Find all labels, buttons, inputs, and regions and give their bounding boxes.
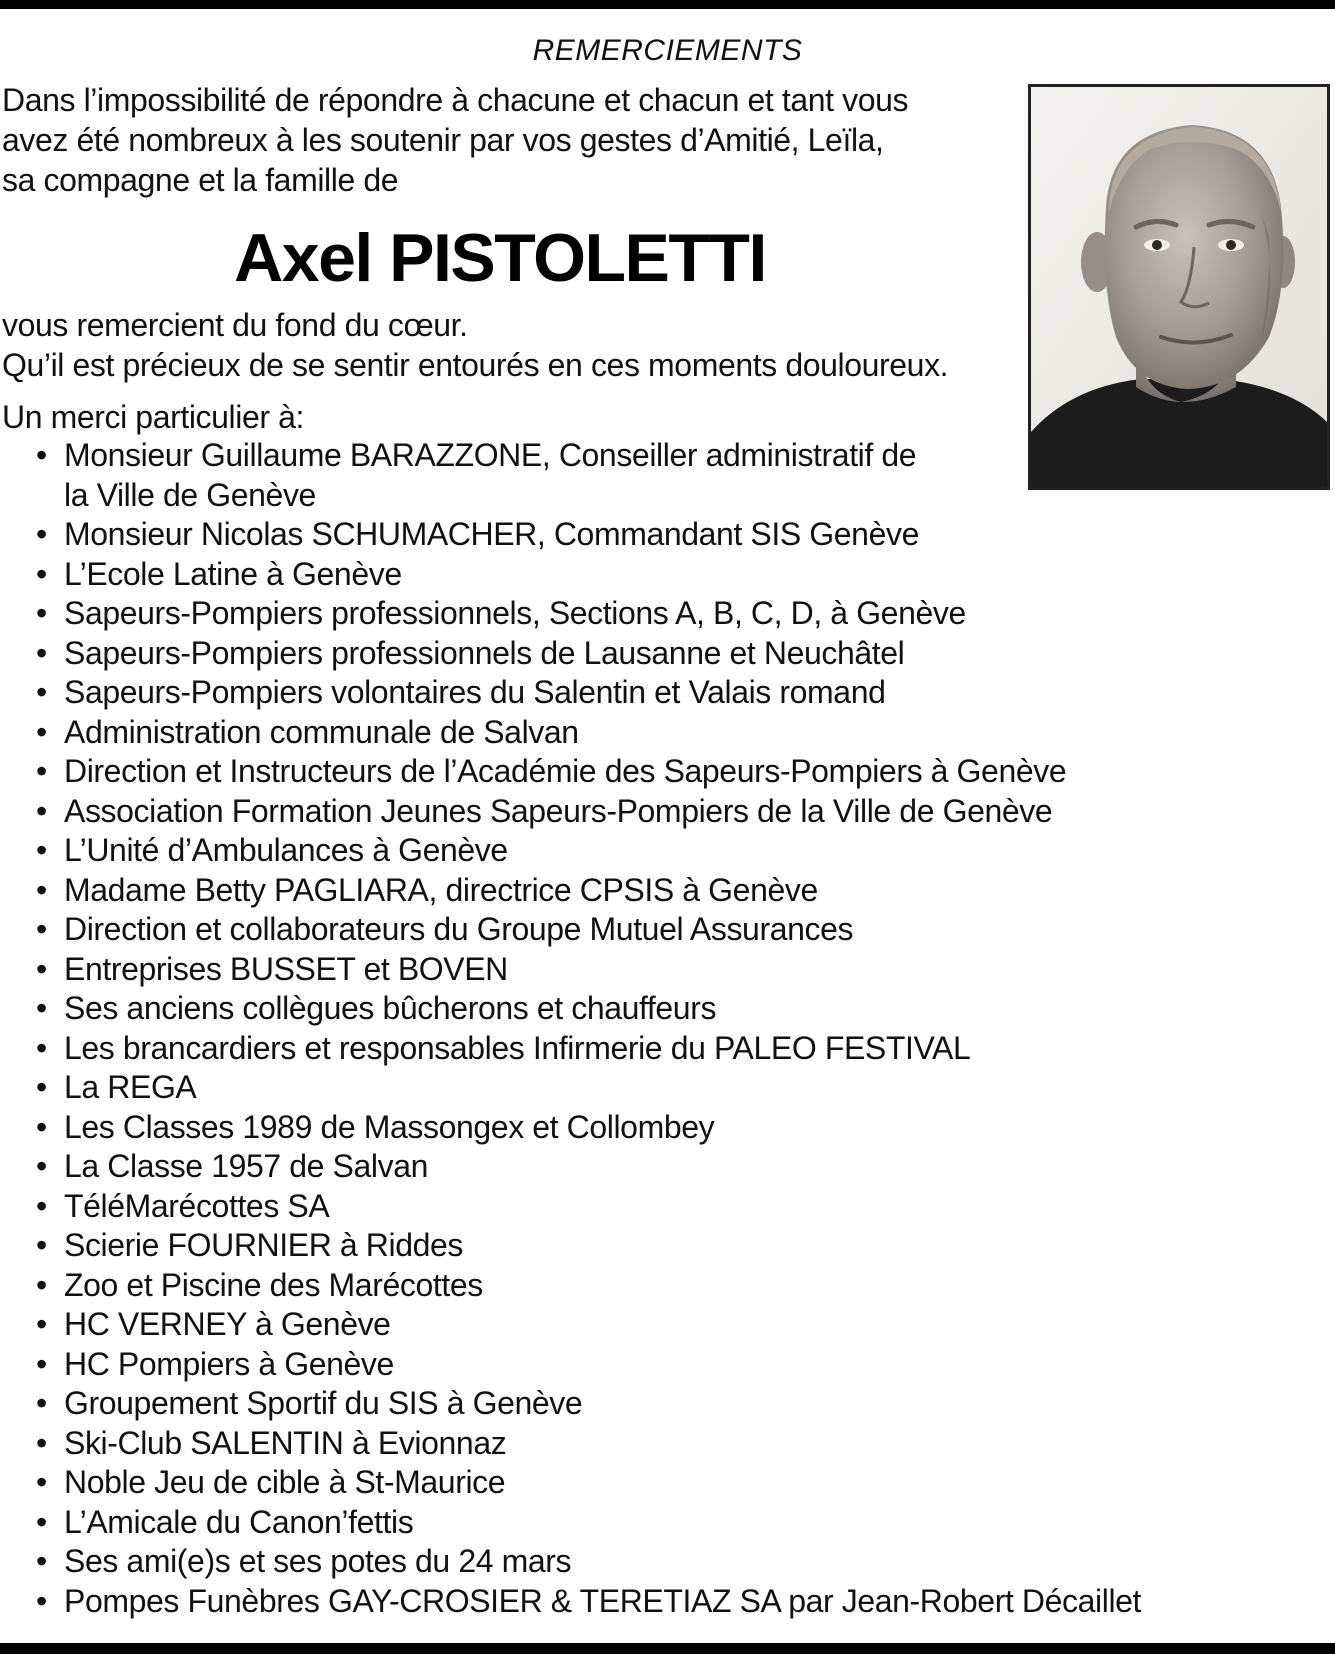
intro-paragraph [2,80,1002,200]
list-item-line: • Monsieur Guillaume BARAZZONE, Conseiller administratif de [64,437,917,473]
deceased-name: Axel PISTOLETTI [234,220,766,296]
list-item: • TéléMarécottes SA [0,1187,1335,1227]
list-item: • Direction et collaborateurs du Groupe Mutuel Assurances [0,910,1335,950]
list-item: • Les Classes 1989 de Massongex et Collombey [0,1108,1335,1148]
thanks-line: Qu’il est précieux de se sentir entourés en ces moments douloureux. [2,347,949,383]
thanks-list [0,436,1335,1621]
intro-line: Dans l’impossibilité de répondre à chacune et chacun et tant vous [2,82,909,118]
list-item: • Les brancardiers et responsables Infirmerie du PALEO FESTIVAL [0,1029,1335,1069]
list-item: • La REGA [0,1068,1335,1108]
list-item: • Zoo et Piscine des Marécottes [0,1266,1335,1306]
bottom-rule [0,1643,1335,1654]
list-item: • Groupement Sportif du SIS à Genève [0,1384,1335,1424]
list-item: • Madame Betty PAGLIARA, directrice CPSIS à Genève [0,871,1335,911]
thanks-line: vous remercient du fond du cœur. [2,307,468,343]
list-item: • L’Amicale du Canon’fettis [0,1503,1335,1543]
list-item: • Noble Jeu de cible à St-Maurice [0,1463,1335,1503]
list-item: • L’Unité d’Ambulances à Genève [0,831,1335,871]
list-item: • HC Pompiers à Genève [0,1345,1335,1385]
list-item: • Sapeurs-Pompiers professionnels de Lausanne et Neuchâtel [0,634,1335,674]
particular-thanks-intro: Un merci particulier à: [2,399,305,435]
list-item [0,436,1335,515]
list-item: • Pompes Funèbres GAY-CROSIER & TERETIAZ SA par Jean-Robert Décaillet [0,1582,1335,1622]
list-item: • Scierie FOURNIER à Riddes [0,1226,1335,1266]
list-item: • Association Formation Jeunes Sapeurs-Pompiers de la Ville de Genève [0,792,1335,832]
list-item: • Ses anciens collègues bûcherons et chauffeurs [0,989,1335,1029]
list-item: • Administration communale de Salvan [0,713,1335,753]
list-item: • Sapeurs-Pompiers professionnels, Sections A, B, C, D, à Genève [0,594,1335,634]
thanks-paragraph [2,305,1002,385]
list-item: • Ski-Club SALENTIN à Evionnaz [0,1424,1335,1464]
list-item: • Ses ami(e)s et ses potes du 24 mars [0,1542,1335,1582]
list-item: • Monsieur Nicolas SCHUMACHER, Commandant SIS Genève [0,515,1335,555]
list-item-line: la Ville de Genève [64,476,316,513]
notice-heading: REMERCIEMENTS [532,34,803,67]
intro-line: sa compagne et la famille de [2,162,399,198]
list-item: • L’Ecole Latine à Genève [0,555,1335,595]
list-item: • La Classe 1957 de Salvan [0,1147,1335,1187]
list-item: • HC VERNEY à Genève [0,1305,1335,1345]
top-rule [0,0,1335,9]
list-item: • Direction et Instructeurs de l’Académie des Sapeurs-Pompiers à Genève [0,752,1335,792]
list-item: • Entreprises BUSSET et BOVEN [0,950,1335,990]
portrait-photo [1028,84,1330,490]
intro-line: avez été nombreux à les soutenir par vos gestes d’Amitié, Leïla, [2,122,884,158]
list-item: • Sapeurs-Pompiers volontaires du Salentin et Valais romand [0,673,1335,713]
